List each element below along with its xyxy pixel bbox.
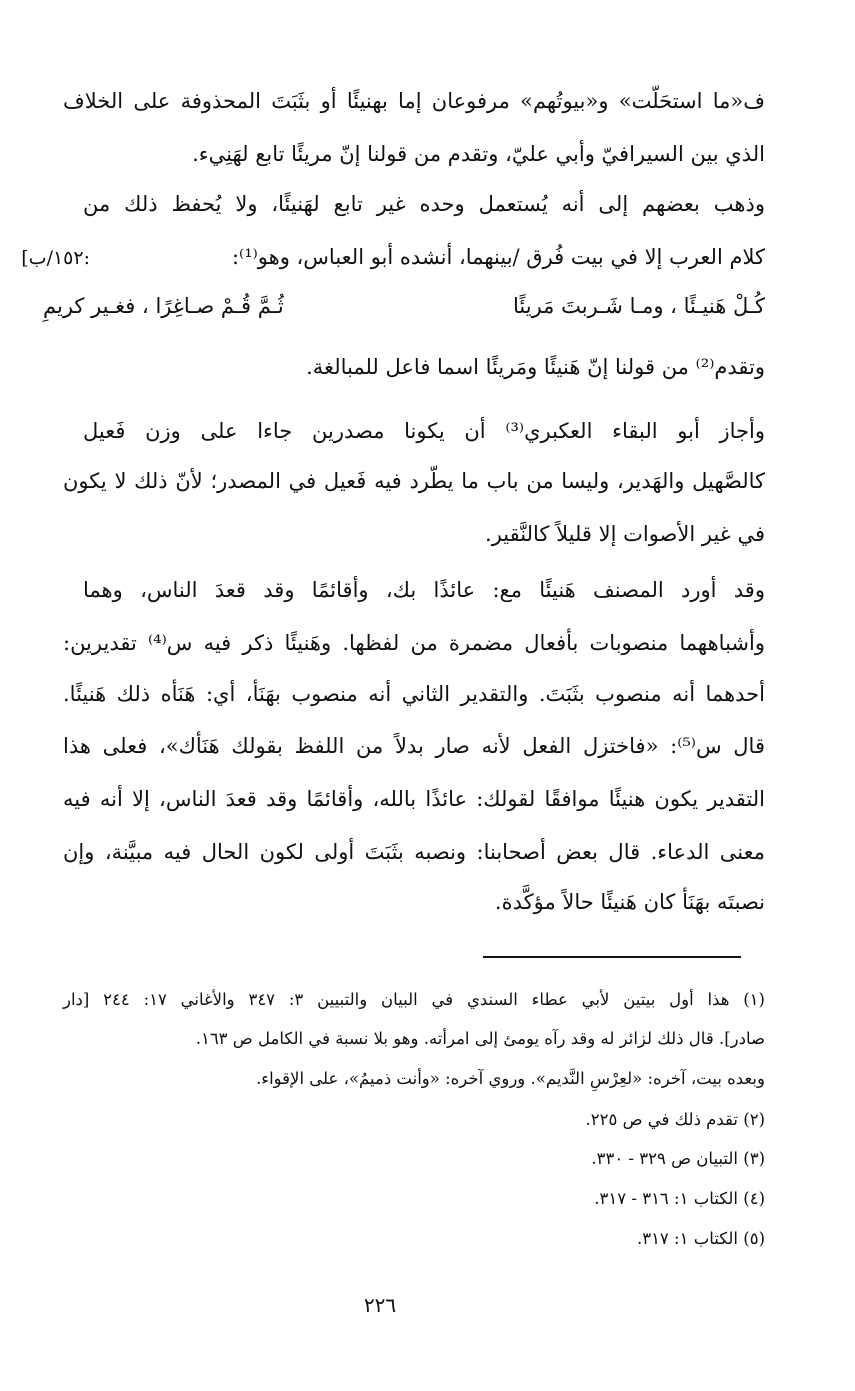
- body-line: نصبتَه بهَنَأ كان هَنيئًا حالاً مؤكَّدة.: [494, 890, 765, 914]
- manuscript-folio-marker: :١٥٢/ب]: [21, 247, 90, 269]
- footnote-separator: [483, 956, 741, 958]
- footnote-line: (١) هذا أول بيتين لأبي عطاء السندي في البيان والتبيين ٣: ٣٤٧ والأغاني ١٧: ٢٤٤ [دار: [63, 990, 765, 1009]
- body-line: قال س⁽⁵⁾: «فاختزل الفعل لأنه صار بدلاً من اللفظ بقولك هَنَأك»، فعلى هذا: [63, 734, 765, 758]
- poetry-verse: [43, 288, 765, 324]
- body-line: في غير الأصوات إلا قليلاً كالنَّقير.: [485, 522, 765, 546]
- body-line: معنى الدعاء. قال بعض أصحابنا: ونصبه بثَبَتَ أولى لكون الحال فيه مبيَّنة، وإن: [63, 840, 765, 864]
- verse-left-hemistich: ثُـمَّ قُـمْ صـاغِرًا ، فغـير كريمِ: [43, 294, 284, 318]
- body-line: الذي بين السيرافيّ وأبي عليّ، وتقدم من قولنا إنّ مريئًا تابع لهَنِيء.: [192, 142, 765, 166]
- body-line: كالصَّهيل والهَدير، وليسا من باب ما يطّرد فيه فَعيل في المصدر؛ لأنّ ذلك لا يكون: [63, 469, 765, 493]
- footnote-line: (٤) الكتاب ١: ٣١٦ - ٣١٧.: [594, 1189, 765, 1208]
- body-line: ف«ما استحَلّت» و«بيوتُهم» مرفوعان إما بهنيئًا أو بثَبَتَ المحذوفة على الخلاف: [63, 89, 765, 113]
- footnote-line: وبعده بيت، آخره: «لعِرْسِ النَّديم». وروي آخره: «وأنت ذميمُ»، على الإقواء.: [256, 1069, 765, 1088]
- footnote-line: (٢) تقدم ذلك في ص ٢٢٥.: [585, 1110, 765, 1129]
- footnote-line: (٣) التبيان ص ٣٢٩ - ٣٣٠.: [591, 1149, 765, 1168]
- verse-right-hemistich: كُـلْ هَنيـئًا ، ومـا شَـربتَ مَريئًا: [513, 294, 765, 318]
- body-line: كلام العرب إلا في بيت فُرق /بينهما، أنشده أبو العباس، وهو⁽¹⁾:: [231, 245, 765, 269]
- body-line: وذهب بعضهم إلى أنه يُستعمل وحده غير تابع لهَنيئًا، ولا يُحفظ ذلك من: [83, 192, 765, 216]
- body-line: أحدهما أنه منصوب بثَبَتَ. والتقدير الثاني أنه منصوب بهَنَأ، أي: هَنَأه ذلك هَنيئًا.: [63, 682, 765, 706]
- footnote-line: صادر]. قال ذلك لزائر له وقد رآه يومئ إلى امرأته. وهو بلا نسبة في الكامل ص ١٦٣.: [195, 1029, 765, 1048]
- footnote-line: (٥) الكتاب ١: ٣١٧.: [636, 1229, 765, 1248]
- body-line: التقدير يكون هنيئًا موافقًا لقولك: عائذًا بالله، وأقائمًا وقد قعدَ الناس، إلا أنه فيه: [63, 787, 765, 811]
- page-number: ٢٢٦: [363, 1293, 397, 1317]
- body-line: وتقدم⁽²⁾ من قولنا إنّ هَنيئًا ومَريئًا اسما فاعل للمبالغة.: [306, 355, 765, 379]
- body-line: وقد أورد المصنف هَنيئًا مع: عائذًا بك، وأقائمًا وقد قعدَ الناس، وهما: [83, 578, 765, 602]
- body-line: وأشباههما منصوبات بأفعال مضمرة من لفظها. وهَنيئًا ذكر فيه س⁽⁴⁾ تقديرين:: [63, 631, 765, 655]
- body-line: وأجاز أبو البقاء العكبري⁽³⁾ أن يكونا مصدرين جاءا على وزن فَعيل: [83, 419, 765, 443]
